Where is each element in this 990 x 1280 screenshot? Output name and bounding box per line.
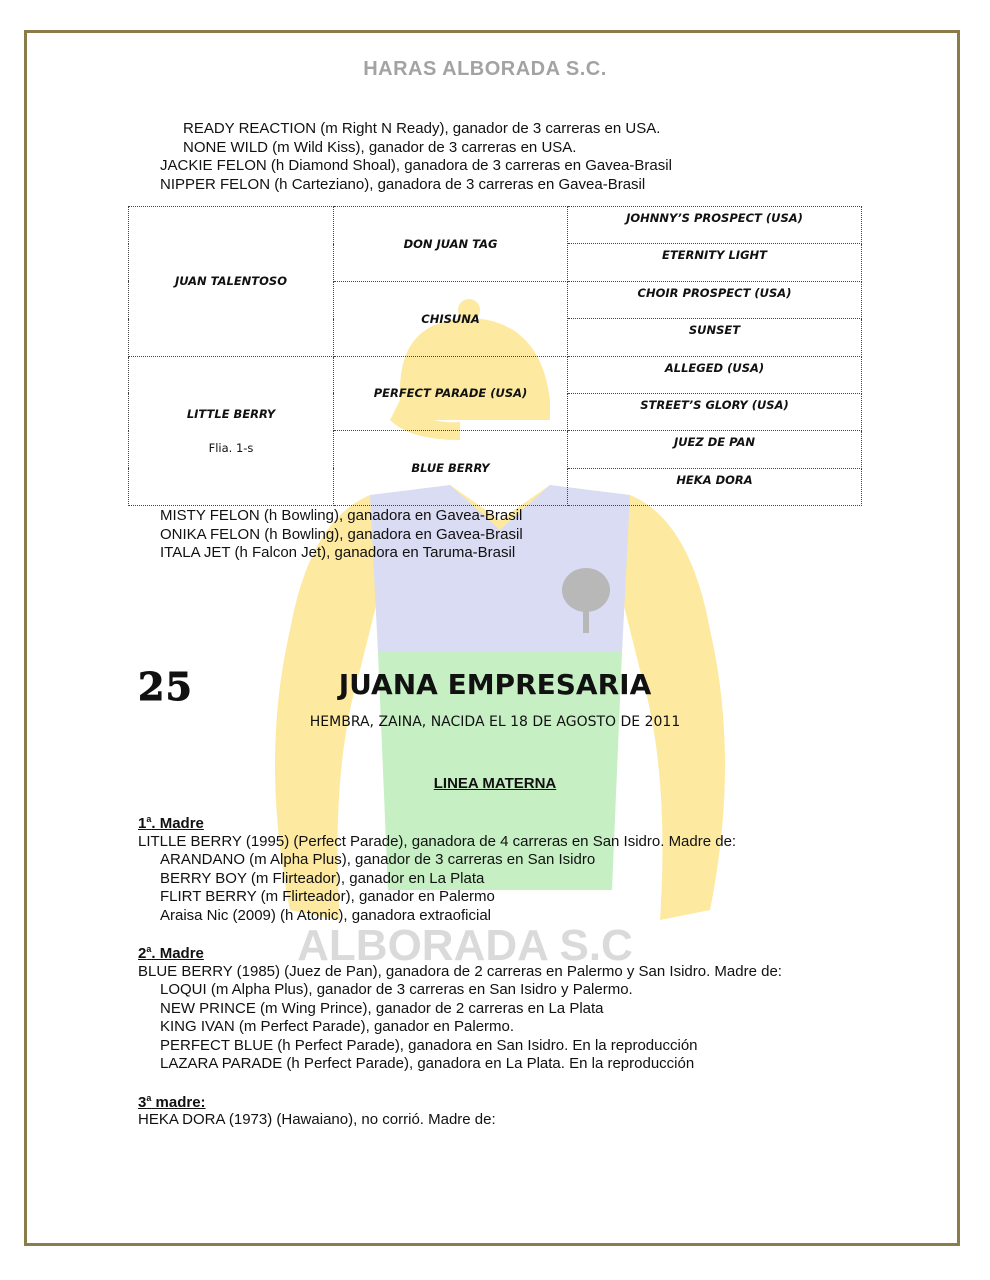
pedigree-g3-cell: ETERNITY LIGHT xyxy=(568,244,862,281)
offspring-line: READY REACTION (m Right N Ready), ganador de 3 carreras en USA. xyxy=(183,120,661,137)
offspring-line: Araisa Nic (2009) (h Atonic), ganadora extraoficial xyxy=(160,907,491,924)
page-header: HARAS ALBORADA S.C. xyxy=(363,58,607,80)
madre-main: HEKA DORA (1973) (Hawaiano), no corrió. Madre de: xyxy=(138,1111,496,1128)
pedigree-sire-sire: DON JUAN TAG xyxy=(334,207,568,282)
offspring-line: NIPPER FELON (h Carteziano), ganadora de 3 carreras en Gavea-Brasil xyxy=(160,176,646,193)
madre-heading: 3$^a$ madre: xyxy=(138,1093,206,1111)
offspring-line: KING IVAN (m Perfect Parade), ganador en Palermo. xyxy=(160,1018,515,1035)
offspring-line: LOQUI (m Alpha Plus), ganador de 3 carreras en San Isidro y Palermo. xyxy=(160,981,633,998)
offspring-line: PERFECT BLUE (h Perfect Parade), ganadora en San Isidro. En la reproducción xyxy=(160,1037,698,1054)
pedigree-dam: LITTLE BERRY xyxy=(186,406,276,421)
watermark-text: ALBORADA S.C xyxy=(297,921,633,970)
offspring-line: BERRY BOY (m Flirteador), ganador en La Plata xyxy=(160,870,485,887)
offspring-line: NONE WILD (m Wild Kiss), ganador de 3 carreras en USA. xyxy=(183,139,577,156)
pedigree-table xyxy=(128,206,862,506)
pedigree-sire: JUAN TALENTOSO xyxy=(129,207,334,357)
horse-name: JUANA EMPRESARIA xyxy=(338,668,652,701)
offspring-line: JACKIE FELON (h Diamond Shoal), ganadora de 3 carreras en Gavea-Brasil xyxy=(160,157,672,174)
pedigree-dam-sire: PERFECT PARADE (USA) xyxy=(334,356,568,431)
pedigree-g3-cell: JUEZ DE PAN xyxy=(568,431,862,468)
offspring-line: FLIRT BERRY (m Flirteador), ganador en Palermo xyxy=(160,888,495,905)
horse-description: HEMBRA, ZAINA, NACIDA EL 18 DE AGOSTO DE 2011 xyxy=(309,714,681,730)
pedigree-g3-cell: STREET’S GLORY (USA) xyxy=(568,393,862,430)
madre-main: LITLLE BERRY (1995) (Perfect Parade), ganadora de 4 carreras en San Isidro. Madre de: xyxy=(138,833,737,850)
section-title: LINEA MATERNA xyxy=(433,775,557,792)
offspring-line: ARANDANO (m Alpha Plus), ganador de 3 carreras en San Isidro xyxy=(160,851,596,868)
madre-main: BLUE BERRY (1985) (Juez de Pan), ganadora de 2 carreras en Palermo y San Isidro. Madre de: xyxy=(138,963,782,980)
pedigree-dam-cell xyxy=(129,356,334,506)
madre-heading: 1$^a$. Madre xyxy=(138,814,204,832)
pedigree-g3-cell: SUNSET xyxy=(568,319,862,356)
pedigree-sire-dam: CHISUNA xyxy=(334,281,568,356)
pedigree-family: Flia. 1-s xyxy=(208,440,254,455)
offspring-line: MISTY FELON (h Bowling), ganadora en Gavea-Brasil xyxy=(160,507,523,524)
offspring-line: ITALA JET (h Falcon Jet), ganadora en Taruma-Brasil xyxy=(160,544,516,561)
pedigree-g3-cell: ALLEGED (USA) xyxy=(568,356,862,393)
offspring-line: NEW PRINCE (m Wing Prince), ganador de 2 carreras en La Plata xyxy=(160,1000,604,1017)
pedigree-g3-cell: HEKA DORA xyxy=(568,468,862,505)
lot-number: 25 xyxy=(138,664,193,709)
offspring-line: LAZARA PARADE (h Perfect Parade), ganadora en La Plata. En la reproducción xyxy=(160,1055,695,1072)
madre-heading: 2$^a$. Madre xyxy=(138,944,204,962)
offspring-line: ONIKA FELON (h Bowling), ganadora en Gavea-Brasil xyxy=(160,526,523,543)
pedigree-dam-dam: BLUE BERRY xyxy=(334,431,568,506)
pedigree-g3-cell: CHOIR PROSPECT (USA) xyxy=(568,281,862,318)
pedigree-g3-cell: JOHNNY’S PROSPECT (USA) xyxy=(568,207,862,244)
